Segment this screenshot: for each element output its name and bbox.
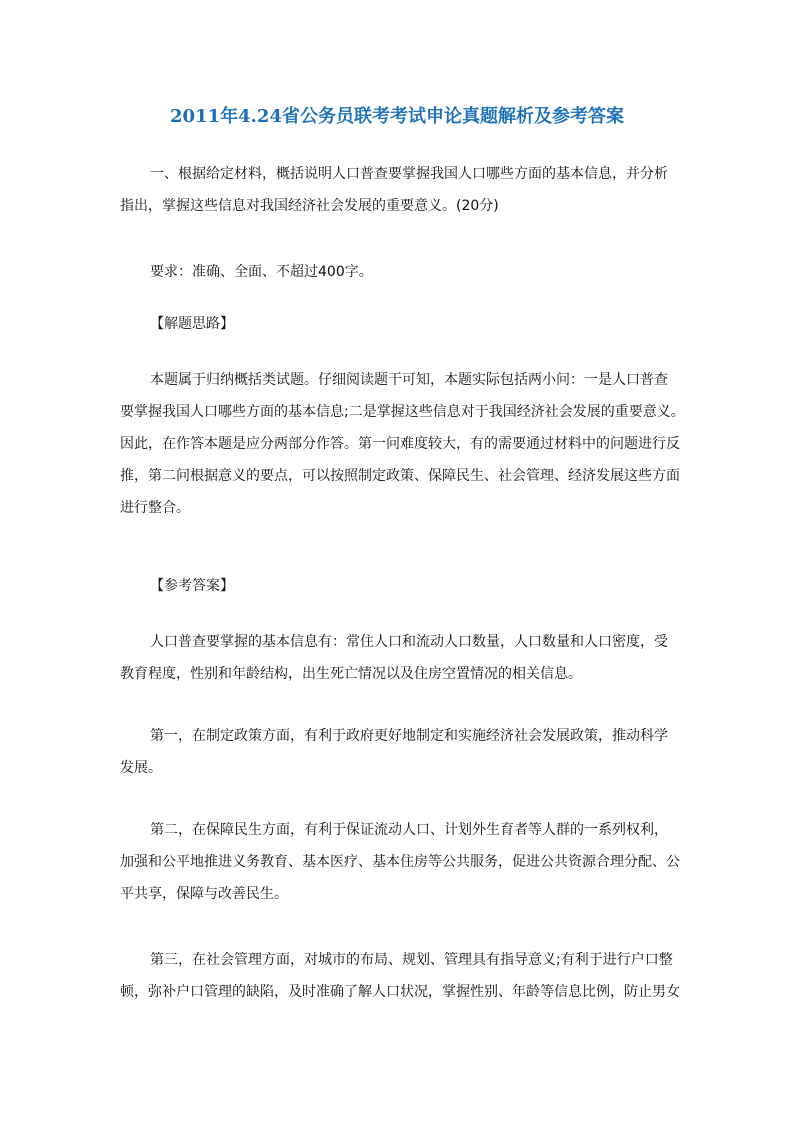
- analysis-line-2: 要掌握我国人口哪些方面的基本信息;二是掌握这些信息对于我国经济社会发展的重要意义。: [120, 404, 685, 420]
- answer-intro-line-1: 人口普查要掌握的基本信息有：常住人口和流动人口数量，人口数量和人口密度，受: [150, 634, 668, 650]
- question-line-1: 一、根据给定材料，概括说明人口普查要掌握我国人口哪些方面的基本信息，并分析: [150, 166, 668, 182]
- point-2-line-2: 加强和公平地推进义务教育、基本医疗、基本住房等公共服务，促进公共资源合理分配、公: [120, 854, 680, 870]
- point-2-line-3: 平共享，保障与改善民生。: [120, 886, 288, 902]
- answer-intro-line-2: 教育程度，性别和年龄结构，出生死亡情况以及住房空置情况的相关信息。: [120, 666, 582, 682]
- point-1-line-1: 第一，在制定政策方面，有利于政府更好地制定和实施经济社会发展政策，推动科学: [150, 728, 668, 744]
- question-paragraph: [120, 158, 680, 222]
- analysis-heading-block: [120, 308, 680, 340]
- analysis-line-4: 推，第二问根据意义的要点，可以按照制定政策、保障民生、社会管理、经济发展这些方面: [120, 468, 680, 484]
- point-2-line-1: 第二，在保障民生方面，有利于保证流动人口、计划外生育者等人群的一系列权利，: [150, 822, 668, 838]
- point-1-line-2: 发展。: [120, 760, 162, 776]
- analysis-heading: 【解题思路】: [150, 316, 234, 332]
- answer-heading-block: [120, 570, 680, 602]
- point-3-line-2: 顿，弥补户口管理的缺陷，及时准确了解人口状况，掌握性别、年龄等信息比例，防止男女: [120, 984, 680, 1000]
- document-title: 2011年4.24省公务员联考考试申论真题解析及参考答案: [170, 106, 624, 127]
- analysis-line-5: 进行整合。: [120, 500, 190, 516]
- answer-heading: 【参考答案】: [150, 578, 234, 594]
- requirement-paragraph: [120, 256, 680, 288]
- analysis-paragraph: [120, 364, 685, 524]
- question-line-2: 指出，掌握这些信息对我国经济社会发展的重要意义。(20分): [120, 198, 499, 214]
- analysis-line-1: 本题属于归纳概括类试题。仔细阅读题干可知，本题实际包括两小问：一是人口普查: [150, 372, 668, 388]
- point-3-line-1: 第三，在社会管理方面，对城市的布局、规划、管理具有指导意义;有利于进行户口整: [150, 952, 673, 968]
- point-3-paragraph: [120, 944, 680, 1008]
- requirement-line: 要求：准确、全面、不超过400字。: [150, 264, 373, 280]
- point-1-paragraph: [120, 720, 680, 784]
- point-2-paragraph: [120, 814, 680, 910]
- analysis-line-3: 因此，在作答本题是应分两部分作答。第一问难度较大，有的需要通过材料中的问题进行反: [120, 436, 680, 452]
- answer-intro-paragraph: [120, 626, 680, 690]
